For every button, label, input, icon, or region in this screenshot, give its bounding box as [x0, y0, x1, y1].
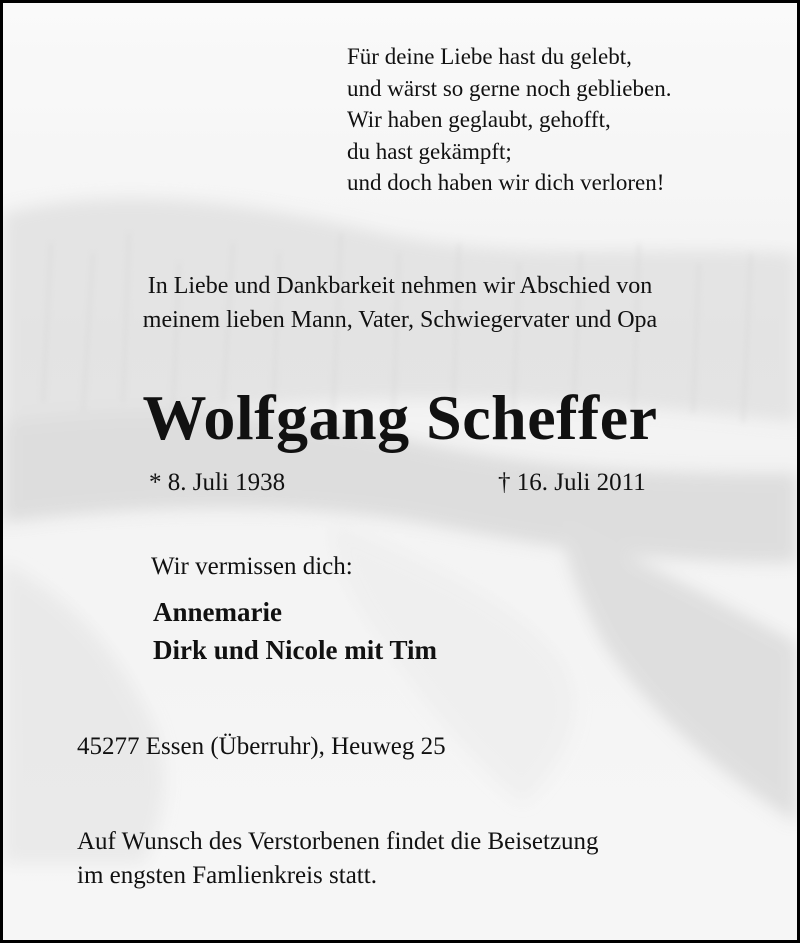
burial-note-line: Auf Wunsch des Verstorbenen findet die Beisetzung — [77, 828, 599, 855]
family-address: 45277 Essen (Überruhr), Heuweg 25 — [77, 733, 446, 760]
intro-line: meinem lieben Mann, Vater, Schwiegervater und Opa — [142, 307, 658, 333]
poem-line: Wir haben geglaubt, gehofft, — [347, 107, 611, 132]
deceased-name: Wolfgang Scheffer — [142, 382, 658, 453]
birth-date: * 8. Juli 1938 — [149, 469, 286, 496]
poem — [347, 41, 671, 199]
mourners-heading: Wir vermissen dich: — [151, 553, 353, 580]
intro-text — [3, 269, 797, 337]
poem-line: und wärst so gerne noch geblieben. — [347, 75, 672, 101]
mourner-name: Annemarie — [153, 597, 282, 627]
mourner-name: Dirk und Nicole mit Tim — [153, 635, 438, 665]
poem-line: und doch haben wir dich verloren! — [347, 170, 665, 195]
burial-note-line: im engsten Famlienkreis statt. — [77, 862, 377, 889]
poem-line: du hast gekämpft; — [347, 138, 512, 164]
poem-line: Für deine Liebe hast du gelebt, — [347, 44, 632, 69]
burial-note — [77, 825, 599, 893]
death-date: † 16. Juli 2011 — [498, 469, 646, 496]
intro-line: In Liebe und Dankbarkeit nehmen wir Abschied von — [147, 273, 653, 299]
